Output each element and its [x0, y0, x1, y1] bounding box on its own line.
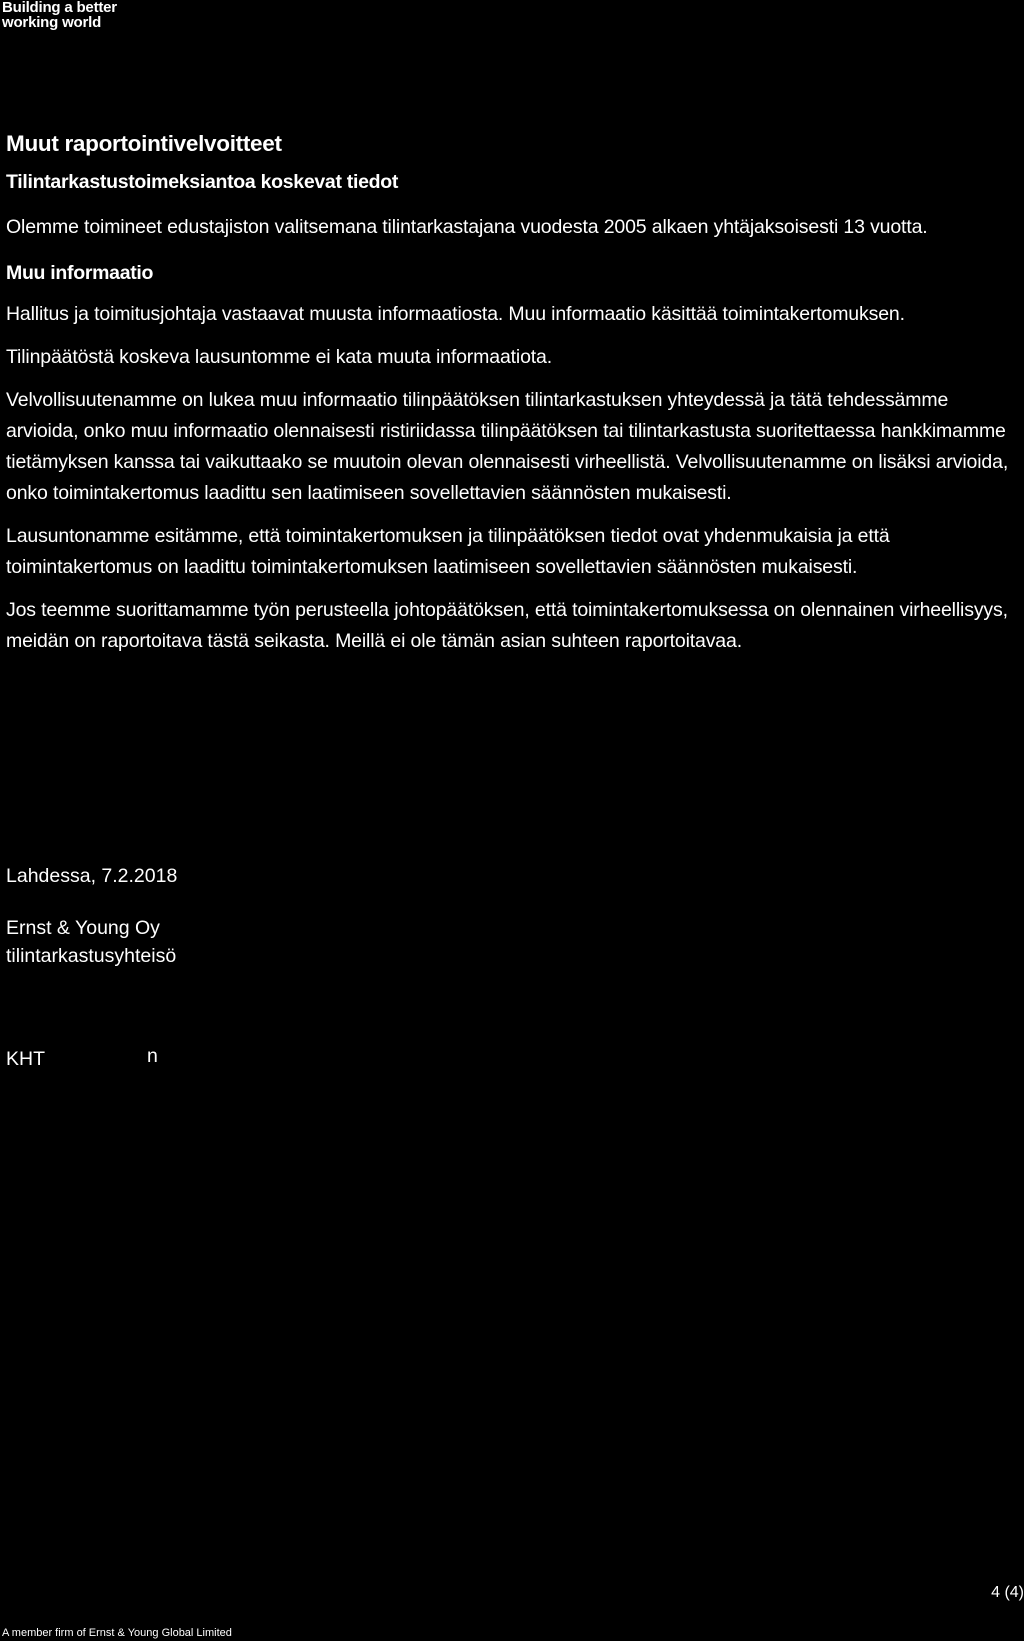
other-info-paragraph-5: Jos teemme suorittamamme työn perusteella johtopäätöksen, että toimintakertomuksessa on olennainen virheellisyys, meidän on raportoitava tästä seikasta. Meillä ei ole tämän asian suhteen raportoitavaa. — [6, 599, 1008, 652]
other-info-paragraph-4: Lausuntonamme esitämme, että toimintakertomuksen ja tilinpäätöksen tiedot ovat yhdenmukaisia ja että toimintakertomus on laadittu toimintakertomuksen laatimiseen sovellettavien säännösten mukaisesti. — [6, 525, 890, 578]
tagline-line-1: Building a better — [2, 0, 117, 16]
signature-block — [6, 862, 177, 970]
page-number: 4 (4) — [991, 1584, 1024, 1601]
footer-member-firm: A member firm of Ernst & Young Global Limited — [2, 1627, 232, 1639]
section-title: Muut raportointivelvoitteet — [6, 131, 282, 156]
audit-firm-type: tilintarkastusyhteisö — [6, 945, 177, 967]
audit-engagement-paragraph: Olemme toimineet edustajiston valitsemana tilintarkastajana vuodesta 2005 alkaen yhtäjaksoisesti 13 vuotta. — [6, 216, 928, 238]
other-info-paragraph-3: Velvollisuutenamme on lukea muu informaatio tilinpäätöksen tilintarkastuksen yhteydessä ja tätä tehdessämme arvioida, onko muu informaatio olennaisesti ristiriidassa tilinpäätöksen tai tilintarkastusta suoritettaessa hankkimamme tietämyksen kanssa tai vaikuttaako se muutoin olevan olennaisesti virheellistä. Velvollisuutenamme on lisäksi arvioida, onko toimintakertomus laadittu sen laatimiseen sovellettavien säännösten mukaisesti. — [6, 389, 1009, 504]
audit-firm-name: Ernst & Young Oy — [6, 917, 160, 939]
ey-tagline — [2, 0, 117, 30]
signer-name-fragment: n — [147, 1045, 158, 1067]
other-info-paragraph-1: Hallitus ja toimitusjohtaja vastaavat muusta informaatiosta. Muu informaatio käsittää toimintakertomuksen. — [6, 303, 905, 325]
signer-title: KHT — [6, 1048, 45, 1070]
tagline-line-2: working world — [2, 14, 102, 31]
other-information-heading: Muu informaatio — [6, 262, 154, 284]
report-body — [6, 128, 1011, 657]
place-date: Lahdessa, 7.2.2018 — [6, 865, 178, 887]
audit-engagement-heading: Tilintarkastustoimeksiantoa koskevat tiedot — [6, 171, 399, 193]
other-info-paragraph-2: Tilinpäätöstä koskeva lausuntomme ei kata muuta informaatiota. — [6, 346, 553, 368]
